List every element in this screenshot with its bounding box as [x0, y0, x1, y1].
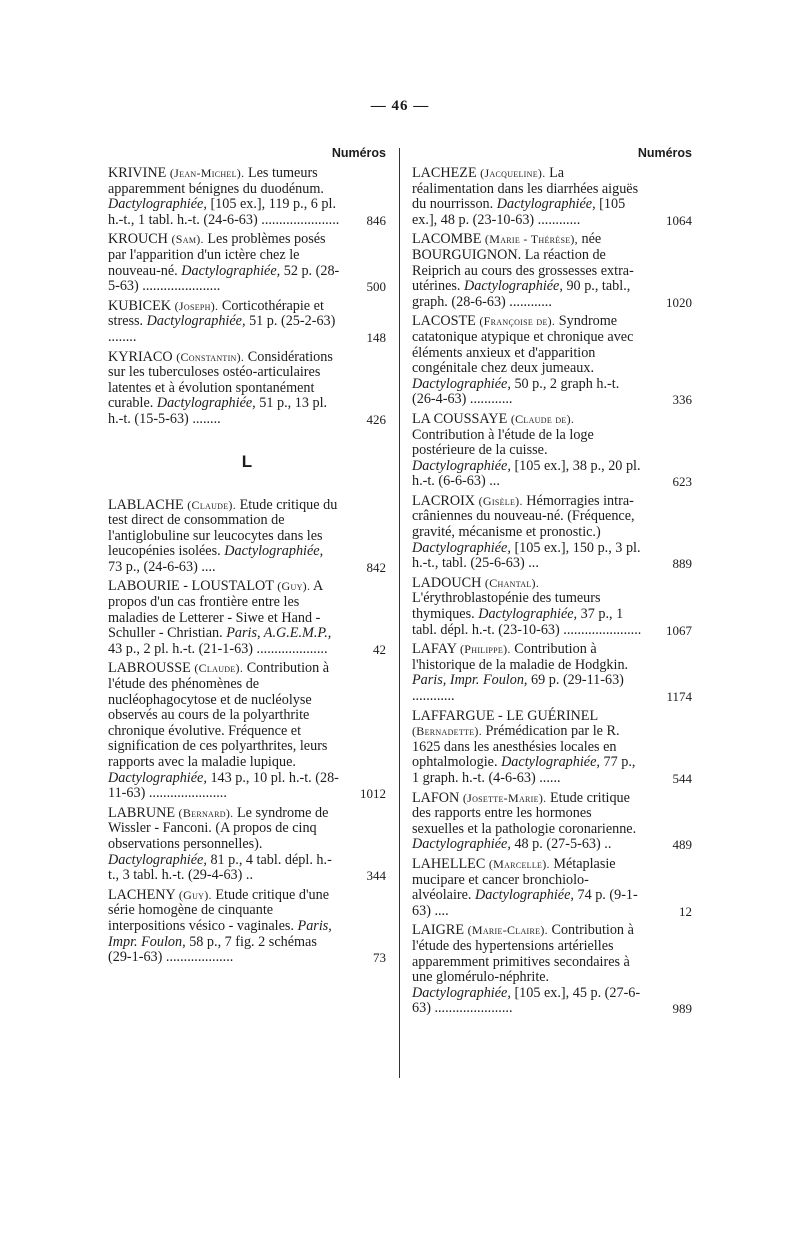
bibliography-entry — [108, 579, 386, 657]
entry-title: Etude critique d'une série homogène de cinquante interpositions vésico - vaginales. — [108, 886, 330, 934]
entry-title: Etude critique des rapports entre les hormones sexuelles et la pathologie coronarienne. — [412, 789, 637, 837]
bibliography-entry — [412, 709, 692, 787]
entry-number: 544 — [672, 770, 692, 786]
entry-title: Contribution à l'étude des phénomènes de nucléophagocytose et de nucléolyse observés au cours de la polyarthrite chronique évolutive. Fréquence et signification de ces polyarthrites, leurs rapports avec la maladie lupique. — [108, 660, 330, 770]
entry-author: LABROUSSE — [108, 660, 191, 677]
bibliography-entry — [108, 232, 386, 294]
bibliography-entry — [412, 314, 692, 408]
bibliography-entry — [108, 299, 386, 346]
entry-title: Métaplasie mucipare et cancer bronchiolo-alvéolaire. — [412, 855, 616, 904]
entry-given-name: (Marie - Thérèse), — [484, 232, 578, 247]
entry-publisher: Dactylographiée, — [478, 606, 578, 623]
bibliography-entry — [412, 857, 692, 919]
entry-number: 842 — [366, 559, 386, 575]
entry-publisher: Dactylographiée, — [224, 543, 324, 560]
bibliography-entry — [412, 166, 692, 228]
entry-details: 77 p., 1 graph. h.-t. (4-6-63) ...... — [412, 754, 636, 786]
entry-details: [105 ex.], 38 p., 20 pl. h.-t. (6-6-63) ... — [412, 457, 641, 490]
entry-given-name: (Claude). — [187, 497, 237, 512]
entry-author: LAFAY — [412, 641, 457, 658]
entry-number: 1012 — [360, 786, 386, 802]
entry-number: 344 — [366, 868, 386, 884]
page-number: — 46 — — [370, 98, 430, 114]
entry-details: 43 p., 2 pl. h.-t. (21-1-63) .................... — [108, 640, 328, 657]
entry-details: 74 p. (9-1-63) .... — [412, 887, 638, 919]
entry-publisher: Dactylographiée, — [108, 851, 207, 868]
entry-author: LABLACHE — [108, 496, 184, 513]
left-column — [108, 146, 386, 970]
entry-given-name: (Chantal). — [484, 575, 540, 590]
entry-author: LABRUNE — [108, 804, 175, 821]
bibliography-entry — [412, 791, 692, 853]
column-header-numeros: Numéros — [331, 146, 386, 160]
entry-details: [105 ex.], 150 p., 3 pl. h.-t., tabl. (25-6-63) ... — [412, 539, 641, 572]
entry-author: LAIGRE — [412, 922, 465, 939]
entry-details: 90 p., tabl., graph. (28-6-63) ............ — [412, 278, 631, 310]
entry-publisher: Dactylographiée, — [412, 836, 511, 853]
entry-title: Hémorragies intra-crâniennes du nouveau-né. (Fréquence, gravité, mécanisme et pronostic.) — [412, 492, 635, 541]
entry-given-name: (Constantin). — [176, 349, 245, 364]
entry-publisher: Dactylographiée, — [181, 262, 281, 279]
bibliography-entry — [412, 412, 692, 490]
entry-number: 1174 — [666, 689, 692, 704]
entry-given-name: (Françoise de). — [479, 314, 556, 329]
entry-given-name: (Marie-Claire). — [467, 923, 548, 938]
entry-title: Les tumeurs apparemment bénignes du duodénum. — [108, 165, 324, 197]
entry-publisher: Dactylographiée, — [412, 984, 511, 1001]
entry-given-name: (Sam). — [171, 232, 204, 247]
entry-publisher: Dactylographiée, — [475, 887, 574, 904]
bibliography-entry — [108, 350, 386, 428]
entry-title: Etude critique du test direct de consommation de l'antiglobuline sur leucocytes dans les leucopénies isolées. — [108, 496, 338, 560]
entry-title: A propos d'un cas frontière entre les maladies de Letterer - Siwe et Hand - Schuller - Christian. — [108, 578, 323, 642]
entry-details: 50 p., 2 graph h.-t. (26-4-63) ............ — [412, 375, 620, 408]
entry-given-name: (Guy). — [178, 887, 212, 902]
bibliography-entry — [108, 888, 386, 966]
entry-number: 1067 — [666, 622, 692, 638]
entry-title: Contribution à l'historique de la maladie de Hodgkin. — [412, 641, 629, 673]
entry-publisher: Dactylographiée, — [496, 196, 596, 213]
entry-number: 846 — [366, 212, 386, 228]
bibliography-entry — [108, 806, 386, 884]
column-header-numeros: Numéros — [637, 146, 692, 160]
bibliography-entry — [108, 661, 386, 801]
entry-author: LACOSTE — [412, 313, 476, 330]
entry-details: 51 p., 13 pl. h.-t. (15-5-63) ........ — [108, 395, 328, 427]
column-divider — [399, 148, 400, 1078]
entry-given-name: (Jacqueline). — [480, 166, 546, 180]
entry-given-name: (Bernadette). — [412, 724, 482, 739]
entry-publisher: Dactylographiée, — [412, 375, 511, 392]
entry-number: 989 — [672, 1001, 692, 1017]
entry-details: 48 p. (27-5-63) .. — [514, 836, 612, 853]
entry-author: KUBICEK — [108, 297, 172, 314]
entry-details: 58 p., 7 fig. 2 schémas (29-1-63) ................... — [108, 933, 317, 966]
entry-number: 148 — [366, 329, 386, 345]
entry-title: Prémédication par le R. 1625 dans les anesthésies locales en ophtalmologie. — [412, 723, 620, 771]
entry-details: 73 p., (24-6-63) .... — [108, 558, 216, 575]
entry-author: LAHELLEC — [412, 855, 486, 872]
entry-title: Contribution à l'étude de la loge postérieure de la cuisse. — [412, 426, 594, 459]
entry-number: 1064 — [666, 212, 692, 228]
entry-title: Contribution à l'étude des hypertensions artérielles apparemment primitives secondaires à une glomérulo-néphrite. — [412, 922, 634, 986]
section-letter: L — [241, 451, 253, 471]
entry-given-name: (Gisèle). — [478, 493, 523, 508]
entry-author: KROUCH — [108, 231, 168, 248]
entry-given-name: (Philippe). — [459, 642, 511, 657]
entry-title: née BOURGUIGNON. La réaction de Reiprich au cours des grossesses extra-utérines. — [412, 231, 634, 295]
entry-author: LAFON — [412, 789, 460, 806]
entry-given-name: (Josette-Marie). — [462, 790, 547, 805]
bibliography-entry — [412, 494, 692, 572]
entry-title: La réalimentation dans les diarrhées aiguës du nourrisson. — [412, 165, 639, 213]
entry-number: 500 — [366, 279, 386, 295]
entry-number: 889 — [672, 556, 692, 572]
entry-details: 52 p. (28-5-63) ...................... — [108, 262, 340, 295]
bibliography-entry — [412, 642, 692, 704]
entry-publisher: Dactylographiée, — [108, 769, 207, 786]
bibliography-entry — [108, 498, 386, 576]
entry-details: [105 ex.], 48 p. (23-10-63) ............ — [412, 196, 626, 228]
entry-publisher: Dactylographiée, — [501, 754, 600, 771]
bibliography-entry — [412, 923, 692, 1017]
entry-author: LA COUSSAYE — [412, 410, 508, 427]
entry-number: 426 — [366, 411, 386, 427]
entries-k — [108, 166, 386, 428]
entries-l-continued — [412, 166, 692, 1017]
entry-details: 37 p., 1 tabl. dépl. h.-t. (23-10-63) ...................... — [412, 606, 642, 638]
entry-title: Corticothérapie et stress. — [108, 297, 324, 330]
bibliography-entry — [108, 166, 386, 228]
entry-given-name: (Guy). — [277, 579, 311, 594]
entry-publisher: Dactylographiée, — [108, 196, 207, 213]
entry-given-name: (Jean-Michel). — [169, 166, 245, 180]
entry-publisher: Paris, Impr. Foulon, — [108, 917, 332, 950]
bibliography-entry — [412, 576, 692, 638]
entry-details: 143 p., 10 pl. h.-t. (28-11-63) ...................... — [108, 769, 339, 802]
entry-author: LACOMBE — [412, 231, 482, 248]
entry-details: 51 p. (25-2-63) ........ — [108, 313, 336, 345]
entry-publisher: Dactylographiée, — [146, 313, 246, 330]
entry-number: 623 — [672, 474, 692, 490]
entry-publisher: Dactylographiée, — [156, 395, 256, 412]
entry-number: 42 — [373, 641, 386, 657]
entry-publisher: Dactylographiée, — [412, 539, 511, 556]
entries-l — [108, 498, 386, 966]
entry-author: LABOURIE - LOUSTALOT — [108, 578, 274, 595]
entry-details: [105 ex.], 45 p. (27-6-63) ...................... — [412, 984, 641, 1017]
entry-author: KYRIACO — [108, 348, 173, 365]
entry-author: KRIVINE — [108, 165, 167, 181]
entry-publisher: Dactylographiée, — [464, 278, 563, 295]
entry-author: LACHEZE — [412, 165, 477, 181]
entry-details: 69 p. (29-11-63) ............ — [412, 672, 624, 704]
entry-given-name: (Claude). — [194, 661, 244, 676]
entry-given-name: (Bernard). — [178, 805, 234, 820]
entry-number: 489 — [672, 837, 692, 853]
entry-number: 1020 — [666, 294, 692, 310]
entry-title: Les problèmes posés par l'apparition d'un ictère chez le nouveau-né. — [108, 231, 326, 279]
entry-given-name: (Claude de). — [510, 411, 575, 426]
right-column — [412, 146, 692, 1021]
entry-author: LACHENY — [108, 886, 176, 903]
entry-title: Syndrome catatonique atypique et chronique avec éléments anxieux et d'apparition congénitale chez deux jumeaux. — [412, 313, 634, 377]
entry-given-name: (Joseph). — [174, 298, 219, 313]
entry-details: 81 p., 4 tabl. dépl. h.-t., 3 tabl. h.-t. (29-4-63) .. — [108, 851, 332, 884]
entry-given-name: (Marcelle). — [488, 856, 550, 871]
bibliography-entry — [412, 232, 692, 310]
entry-publisher: Paris, Impr. Foulon, — [412, 672, 528, 689]
entry-number: 12 — [679, 903, 692, 919]
entry-title: Le syndrome de Wissler - Fanconi. (A propos de cinq observations personnelles). — [108, 804, 329, 852]
entry-title: L'érythroblastopénie des tumeurs thymiques. — [412, 590, 601, 623]
entry-author: LADOUCH — [412, 574, 482, 591]
entry-publisher: Dactylographiée, — [412, 457, 511, 474]
entry-details: [105 ex.], 119 p., 6 pl. h.-t., 1 tabl. h.-t. (24-6-63) ...................... — [108, 196, 340, 228]
entry-author: LAFFARGUE - LE GUÉRINEL — [412, 707, 598, 724]
entry-publisher: Paris, A.G.E.M.P., — [226, 625, 332, 642]
entry-author: LACROIX — [412, 492, 476, 509]
entry-number: 336 — [672, 392, 692, 408]
entry-title: Considérations sur les tuberculoses ostéo-articulaires latentes et à évolution spontanément curable. — [108, 348, 333, 412]
entry-number: 73 — [373, 950, 386, 966]
